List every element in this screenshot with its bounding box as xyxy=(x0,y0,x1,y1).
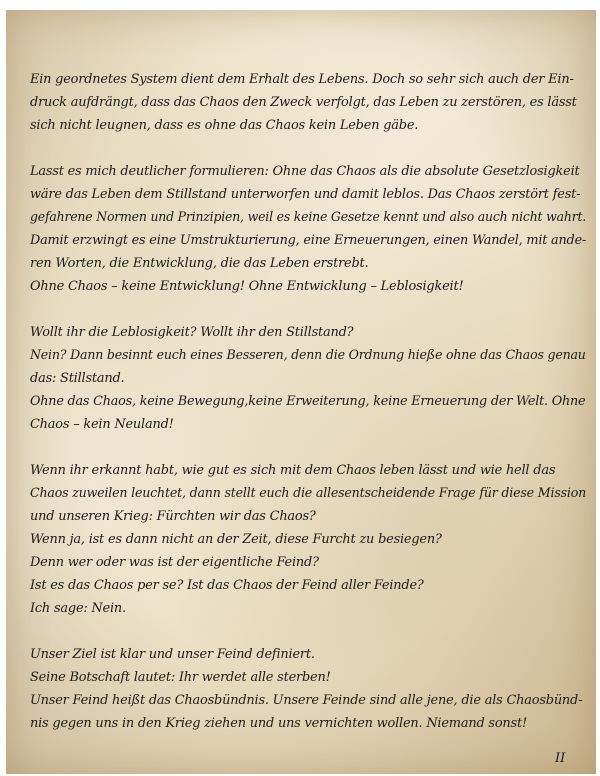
text-line: ren Worten, die Entwicklung, die das Leben erstrebt. xyxy=(30,256,369,271)
text-line: Unser Ziel ist klar und unser Feind definiert. xyxy=(30,647,315,662)
text-line: Nein? Dann besinnt euch eines Besseren, denn die Ordnung hieße ohne das Chaos genau xyxy=(30,348,586,363)
text-line: Ein geordnetes System dient dem Erhalt des Lebens. Doch so sehr sich auch der Ein- xyxy=(30,72,574,87)
paragraph-5 xyxy=(30,643,590,735)
paragraph-gap xyxy=(30,298,590,321)
text-line: Denn wer oder was ist der eigentliche Feind? xyxy=(30,555,319,570)
text-line: Wenn ja, ist es dann nicht an der Zeit, diese Furcht zu besiegen? xyxy=(30,532,442,547)
document-body xyxy=(30,68,590,735)
paragraph-1 xyxy=(30,68,590,137)
paragraph-2 xyxy=(30,160,590,298)
text-line: das: Stillstand. xyxy=(30,371,125,386)
paragraph-gap xyxy=(30,620,590,643)
paragraph-gap xyxy=(30,137,590,160)
text-line: nis gegen uns in den Krieg ziehen und uns vernichten wollen. Niemand sonst! xyxy=(30,716,527,731)
text-line: Ohne das Chaos, keine Bewegung,keine Erweiterung, keine Erneuerung der Welt. Ohne xyxy=(30,394,586,409)
text-line: Ich sage: Nein. xyxy=(30,601,126,616)
text-line: Lasst es mich deutlicher formulieren: Ohne das Chaos als die absolute Gesetzlosigkeit xyxy=(30,164,580,179)
text-line: Ist es das Chaos per se? Ist das Chaos der Feind aller Feinde? xyxy=(30,578,424,593)
text-line: gefahrene Normen und Prinzipien, weil es keine Gesetze kennt und also auch nicht wahrt. xyxy=(30,210,587,225)
text-line: und unseren Krieg: Fürchten wir das Chaos? xyxy=(30,509,316,524)
page-number: II xyxy=(555,751,566,766)
text-line: Unser Feind heißt das Chaosbündnis. Unsere Feinde sind alle jene, die als Chaosbünd- xyxy=(30,693,583,708)
text-line: wäre das Leben dem Stillstand unterworfen und damit leblos. Das Chaos zerstört fest- xyxy=(30,187,581,202)
text-line: Ohne Chaos – keine Entwicklung! Ohne Entwicklung – Leblosigkeit! xyxy=(30,279,464,294)
text-line: Wollt ihr die Leblosigkeit? Wollt ihr den Stillstand? xyxy=(30,325,354,340)
text-line: Seine Botschaft lautet: Ihr werdet alle sterben! xyxy=(30,670,331,685)
paragraph-4 xyxy=(30,459,590,620)
text-line: Chaos zuweilen leuchtet, dann stellt euch die allesentscheidende Frage für diese Mission xyxy=(30,486,587,501)
text-line: Chaos – kein Neuland! xyxy=(30,417,174,432)
paragraph-3 xyxy=(30,321,590,436)
text-line: druck aufdrängt, dass das Chaos den Zweck verfolgt, das Leben zu zerstören, es lässt xyxy=(30,95,577,110)
text-line: sich nicht leugnen, dass es ohne das Chaos kein Leben gäbe. xyxy=(30,118,419,133)
text-line: Wenn ihr erkannt habt, wie gut es sich mit dem Chaos leben lässt und wie hell das xyxy=(30,463,556,478)
parchment-page xyxy=(6,10,596,774)
text-line: Damit erzwingt es eine Umstrukturierung, eine Erneuerungen, einen Wandel, mit ande- xyxy=(30,233,587,248)
paragraph-gap xyxy=(30,436,590,459)
